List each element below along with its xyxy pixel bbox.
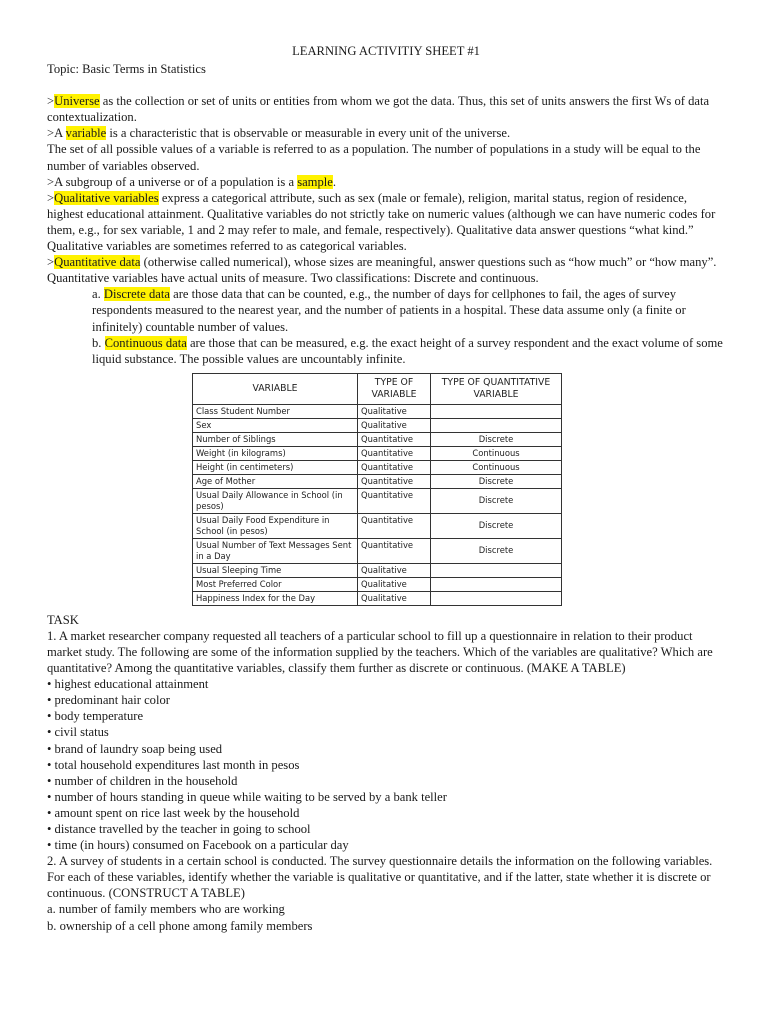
definition-universe (47, 93, 725, 125)
cell-type: Qualitative (358, 563, 431, 577)
table-row (193, 404, 562, 418)
task-item-1: 1. A market researcher company requested all teachers of a particular school to fill up a questionnaire in relation to their product market study. The following are some of the information supplied by the teachers. Which of the variables are qualitative? Which are quantitative? Among the quantitative variables, classify them further as discrete or continuous. (MAKE A TABLE) (47, 628, 713, 676)
cell-type: Qualitative (358, 591, 431, 605)
cell-quant-type (431, 577, 562, 591)
cell-type: Qualitative (358, 577, 431, 591)
cell-quant-type: Discrete (431, 474, 562, 488)
definition-population: The set of all possible values of a variable is referred to as a population. The number of populations in a study will be equal to the number of variables observed. (47, 142, 701, 173)
list-item: • number of hours standing in queue while waiting to be served by a bank teller (47, 789, 447, 804)
definition-text: are those that can be measured, e.g. the exact height of a survey respondent and the exact volume of some liquid substance. The possible values are uncountably infinite. (92, 335, 723, 366)
cell-variable: Usual Sleeping Time (193, 563, 358, 577)
list-item: a. number of family members who are working (47, 902, 285, 917)
list-item: • total household expenditures last month in pesos (47, 757, 300, 772)
definition-prefix: > (47, 190, 55, 205)
cell-quant-type: Discrete (431, 432, 562, 446)
document-body (47, 43, 725, 934)
table-row (193, 538, 562, 563)
cell-type: Quantitative (358, 474, 431, 488)
cell-variable: Sex (193, 418, 358, 432)
cell-quant-type: Discrete (431, 488, 562, 513)
cell-variable: Height (in centimeters) (193, 460, 358, 474)
cell-type: Quantitative (358, 460, 431, 474)
cell-variable: Number of Siblings (193, 432, 358, 446)
cell-type: Quantitative (358, 432, 431, 446)
cell-type: Quantitative (358, 513, 431, 538)
definition-variable (47, 125, 725, 141)
cell-type: Quantitative (358, 538, 431, 563)
document-title: LEARNING ACTIVITIY SHEET #1 (292, 44, 480, 58)
definition-qualitative (47, 190, 725, 254)
table-row (193, 591, 562, 605)
definition-text: are those data that can be counted, e.g., the number of days for cellphones to fail, the ages of survey respondents measured to the nearest year, and the number of patients in a hospital. These data assume only (a finite or infinitely) countable number of values. (92, 287, 686, 334)
cell-variable: Usual Number of Text Messages Sent in a Day (193, 538, 358, 563)
table-row (193, 513, 562, 538)
cell-variable: Weight (in kilograms) (193, 446, 358, 460)
table-body (193, 404, 562, 605)
cell-variable: Happiness Index for the Day (193, 591, 358, 605)
table-row (193, 432, 562, 446)
cell-quant-type (431, 563, 562, 577)
definition-continuous (47, 335, 725, 367)
cell-type: Quantitative (358, 446, 431, 460)
cell-quant-type (431, 591, 562, 605)
table-row (193, 488, 562, 513)
cell-quant-type (431, 418, 562, 432)
cell-quant-type (431, 404, 562, 418)
list-item: • predominant hair color (47, 693, 170, 708)
highlighted-term: sample (297, 174, 333, 189)
column-header-variable: VARIABLE (193, 373, 358, 404)
variables-table-wrapper (192, 373, 725, 606)
definition-text: . (332, 174, 337, 189)
definition-prefix: > (47, 255, 55, 270)
list-item: • number of children in the household (47, 773, 238, 788)
highlighted-term: Qualitative variables (54, 190, 159, 205)
highlighted-term: variable (65, 126, 107, 141)
list-item: • time (in hours) consumed on Facebook on a particular day (47, 838, 349, 853)
cell-quant-type: Discrete (431, 513, 562, 538)
definition-text: is a characteristic that is observable or measurable in every unit of the universe. (106, 126, 511, 141)
task-item-2: 2. A survey of students in a certain school is conducted. The survey questionnaire details the information on the following variables. For each of these variables, identify whether the variable is qualitative or quantitative, and if the latter, state whether it is discrete or continuous. (CONSTRUCT A TABLE) (47, 854, 713, 901)
definition-quantitative (47, 254, 725, 286)
cell-variable: Most Preferred Color (193, 577, 358, 591)
list-item: • brand of laundry soap being used (47, 741, 223, 756)
definition-text: (otherwise called numerical), whose sizes are meaningful, answer questions such as “how much” or “how many”. Quantitative variables have actual units of measure. Two classifications: Discrete and continuous. (47, 255, 717, 286)
cell-type: Qualitative (358, 418, 431, 432)
topic-heading: Topic: Basic Terms in Statistics (47, 62, 206, 77)
column-header-quant-type: TYPE OF QUANTITATIVE VARIABLE (431, 373, 562, 404)
highlighted-term: Quantitative data (54, 255, 141, 270)
cell-variable: Age of Mother (193, 474, 358, 488)
cell-quant-type: Continuous (431, 460, 562, 474)
table-row (193, 418, 562, 432)
task-heading: TASK (47, 612, 79, 627)
definition-prefix: b. (92, 335, 105, 350)
table-row (193, 474, 562, 488)
list-item: • amount spent on rice last week by the household (47, 805, 300, 820)
task-subitem-list (47, 901, 725, 933)
definition-text: as the collection or set of units or entities from whom we got the data. Thus, this set of units answers the first Ws of data contextualization. (47, 94, 710, 125)
cell-variable: Usual Daily Allowance in School (in pesos) (193, 488, 358, 513)
list-item: • body temperature (47, 709, 144, 724)
highlighted-term: Discrete data (103, 287, 170, 302)
column-header-type: TYPE OF VARIABLE (358, 373, 431, 404)
definition-prefix: > (47, 94, 55, 109)
list-item: • civil status (47, 725, 109, 740)
list-item: b. ownership of a cell phone among family members (47, 918, 313, 933)
highlighted-term: Universe (54, 94, 100, 109)
definition-text: express a categorical attribute, such as sex (male or female), religion, marital status, region of residence, highest educational attainment. Qualitative variables do not strictly take on numeric values (although we can have numeric codes for them, e.g., for sex variable, 1 and 2 may refer to male, and female, respectively). Qualitative data answer questions “what kind.” Qualitative variables are sometimes referred to as categorical variables. (47, 190, 716, 254)
cell-quant-type: Continuous (431, 446, 562, 460)
definition-prefix: a. (92, 287, 104, 302)
table-row (193, 446, 562, 460)
variables-table (192, 373, 562, 606)
cell-type: Qualitative (358, 404, 431, 418)
cell-quant-type: Discrete (431, 538, 562, 563)
cell-variable: Class Student Number (193, 404, 358, 418)
cell-variable: Usual Daily Food Expenditure in School (in pesos) (193, 513, 358, 538)
cell-type: Quantitative (358, 488, 431, 513)
task-bullet-list (47, 676, 725, 853)
table-row (193, 563, 562, 577)
definition-prefix: >A subgroup of a universe or of a population is a (47, 174, 298, 189)
definition-discrete (47, 286, 725, 334)
definition-sample (47, 174, 725, 190)
list-item: • highest educational attainment (47, 677, 209, 692)
table-row (193, 577, 562, 591)
definition-prefix: >A (47, 126, 66, 141)
table-row (193, 460, 562, 474)
highlighted-term: Continuous data (104, 335, 187, 350)
list-item: • distance travelled by the teacher in going to school (47, 822, 311, 836)
table-header-row (193, 373, 562, 404)
